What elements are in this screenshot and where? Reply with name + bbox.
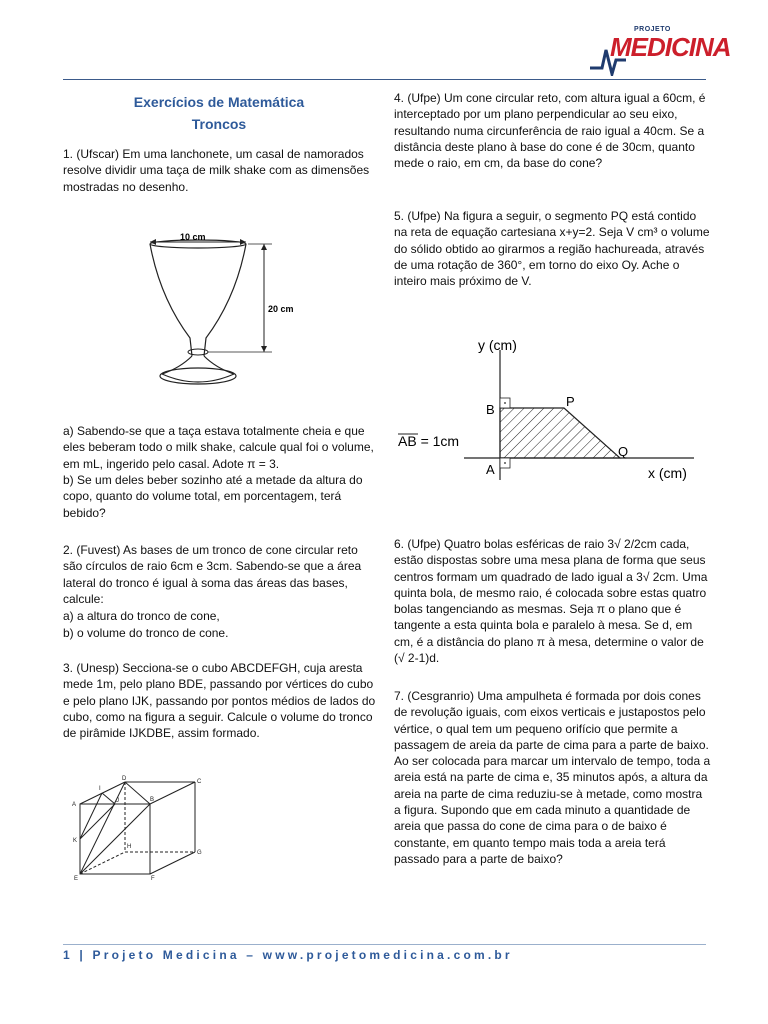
point-a-label: A — [486, 462, 495, 477]
logo — [588, 26, 731, 78]
label-d: D — [122, 776, 127, 782]
height-label: 20 cm — [268, 304, 294, 314]
question-5-text: 5. (Ufpe) Na figura a seguir, o segmento PQ está contido na reta de equação cartesiana x+y=2. Seja V cm³ o volume do sólido obtido ao girarmos a região hachureada, através de uma rotação de 360°, em torno do eixo Oy. Ache o inteiro mais próximo de V. — [394, 209, 710, 289]
label-k: K — [73, 838, 78, 844]
width-label: 10 cm — [180, 232, 206, 242]
label-e: E — [74, 876, 79, 882]
label-j: J — [116, 798, 119, 804]
header-rule — [63, 79, 706, 80]
page-title: Exercícios de Matemática — [133, 94, 305, 110]
footer-rule — [63, 944, 706, 945]
cube-figure — [70, 774, 210, 884]
logo-top-text: PROJETO — [634, 26, 671, 33]
page-subtitle: Troncos — [191, 116, 247, 132]
point-p-label: P — [566, 394, 575, 409]
question-3-text: 3. (Unesp) Secciona-se o cubo ABCDEFGH, cuja aresta mede 1m, pelo plano BDE, passando por vértices do cubo e pelo plano IJK, passando por pontos médios de lados do cubo, como na figura a seguir. Calcule o volume do tronco de pirâmide IJKDBE, assim formado. — [63, 661, 376, 741]
point-b-label: B — [486, 402, 495, 417]
question-2-part-b: b) o volume do tronco de cone. — [63, 626, 229, 640]
question-2-text: 2. (Fuvest) As bases de um tronco de cone circular reto são círculos de raio 6cm e 3cm. Sabendo-se que a área lateral do tronco é igual à soma das áreas das bases, calcule: — [63, 543, 362, 606]
label-g: G — [197, 850, 202, 856]
y-axis-label: y (cm) — [478, 337, 517, 353]
ab-length-label: AB = 1cm — [398, 433, 460, 449]
question-1-text: 1. (Ufscar) Em uma lanchonete, um casal de namorados resolve dividir uma taça de milk shake com as dimensões mostradas no desenho. — [63, 147, 370, 194]
question-1-part-b: b) Se um deles beber sozinho até a metade da altura do copo, quanto do volume total, em porcentagem, terá bebido? — [63, 473, 363, 520]
x-axis-label: x (cm) — [648, 465, 687, 481]
label-b: B — [150, 797, 155, 803]
label-c: C — [197, 779, 202, 785]
label-f: F — [151, 876, 155, 882]
milkshake-glass-figure — [140, 228, 320, 398]
question-2-part-a: a) a altura do tronco de cone, — [63, 609, 220, 623]
label-i: I — [99, 786, 101, 792]
point-q-label: Q — [618, 444, 629, 459]
label-h: H — [127, 844, 132, 850]
question-7-text: 7. (Cesgranrio) Uma ampulheta é formada por dois cones de revolução iguais, com eixos verticais e justapostos pelo vértice, o qual tem um pequeno orifício que permite a passagem de areia da parte de cima para a parte de baixo. Ao ser colocada para marcar um intervalo de tempo, toda a areia está na parte de cima e, 35 minutos após, a altura da areia na parte de cima reduziu-se à metade, como mostra a figura. Supondo que em cada minuto a quantidade de areia que passa do cone de cima para o de baixo é constante, em quanto tempo mais toda a areia terá passado para a parte de baixo? — [394, 689, 711, 866]
logo-main-text: MEDICINA — [610, 32, 731, 62]
question-4-text: 4. (Ufpe) Um cone circular reto, com altura igual a 60cm, é interceptado por um plano perpendicular ao seu eixo, resultando numa circunferência de raio igual a 40cm. Se a distância deste plano à base do cone é de 30cm, quanto mede o raio, em cm, da base do cone? — [394, 91, 706, 171]
footer-text: 1 | Projeto Medicina – www.projetomedicina.com.br — [63, 948, 513, 962]
region-graph-figure — [394, 330, 714, 490]
question-1-part-a: a) Sabendo-se que a taça estava totalmente cheia e que eles beberam todo o milk shake, calcule qual foi o volume, em mL, ingerido pelo casal. Adote π = 3. — [63, 424, 374, 471]
question-6-text: 6. (Ufpe) Quatro bolas esféricas de raio 3√ 2/2cm cada, estão dispostas sobre uma mesa plana de forma que seus centros formam um quadrado de lado igual a 3√ 2cm. Uma quinta bola, de mesmo raio, é colocada sobre estas quatro bolas tangenciando as mesmas. Seja π o plano que é tangente a esta quinta bola e paralelo à mesa. Se d, em cm, é a distância do plano π à mesa, determine o valor de (√ 2-1)d. — [394, 537, 708, 666]
label-a: A — [72, 802, 77, 808]
